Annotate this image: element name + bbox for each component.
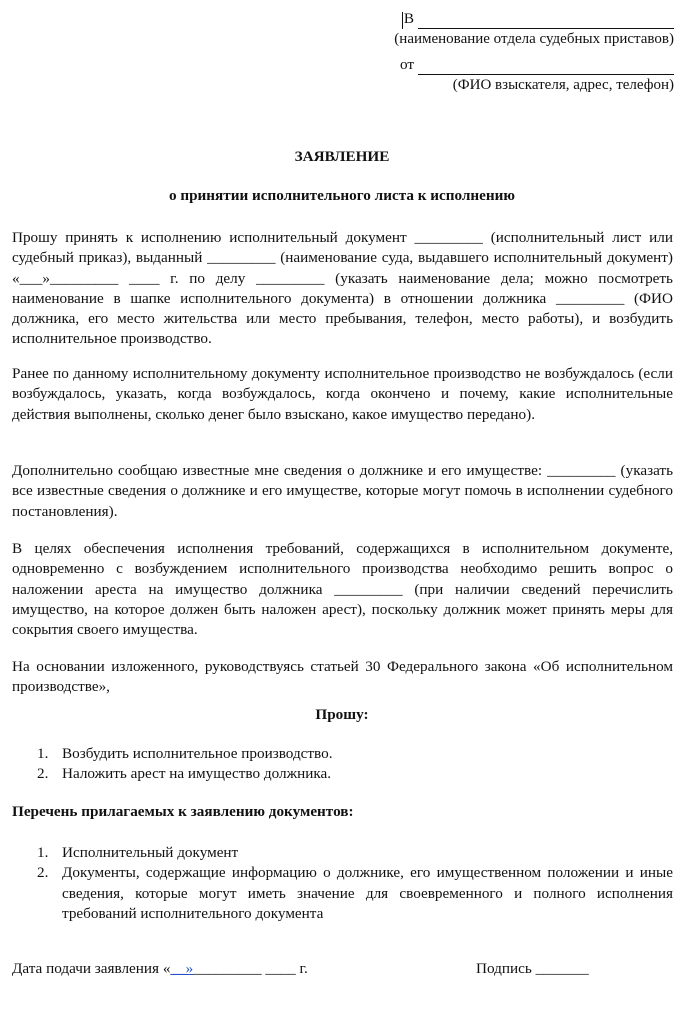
to-prefix: В (403, 10, 414, 27)
text-cursor (402, 12, 403, 29)
to-line (374, 8, 674, 29)
from-blank[interactable] (418, 57, 674, 75)
paragraph-arrest: В целях обеспечения исполнения требований, содержащихся в исполнительном документе, одновременно с возбуждением исполнительного производства необходимо решить вопрос о наложении ареста на имущество должника _________ (при наличии сведений перечислить имущество, на которое должен быть наложен арест), поскольку должник может принять меры для сокрытия своего имущества. (12, 540, 673, 639)
date-label: Дата подачи заявления « (12, 960, 171, 977)
paragraph-legal-basis: На основании изложенного, руководствуясь статьей 30 Федерального закона «Об исполнительном производстве», (12, 658, 673, 696)
list-item-text: Исполнительный документ (62, 844, 239, 861)
to-note: (наименование отдела судебных приставов) (394, 31, 674, 47)
attachments-list (12, 843, 673, 924)
signature-line: Подпись _______ (476, 960, 589, 977)
date-day-field[interactable]: __» (170, 960, 194, 977)
from-line (374, 54, 674, 75)
list-item (12, 843, 673, 863)
list-item-text: Наложить арест на имущество должника. (62, 765, 332, 783)
addressee-block (374, 8, 674, 96)
request-heading: Прошу: (315, 706, 369, 723)
from-note: (ФИО взыскателя, адрес, телефон) (452, 77, 674, 93)
list-item-text: Документы, содержащие информацию о должнике, его имущественном положении и иные сведения, которые могут иметь значение для своевременного и полного исполнения требований исполнительного документа (62, 864, 673, 922)
submission-date (12, 960, 308, 978)
list-item (12, 863, 673, 924)
request-list (12, 744, 673, 785)
from-prefix: от (399, 56, 414, 73)
list-item-number: 1. (37, 745, 49, 762)
to-blank[interactable] (418, 11, 674, 29)
list-item (12, 764, 673, 784)
list-item-number: 2. (37, 765, 49, 783)
list-item-number: 1. (37, 844, 49, 861)
paragraph-debtor-info: Дополнительно сообщаю известные мне сведения о должнике и его имуществе: _________ (указать все известные сведения о должнике и его имуществе, которые могут помочь в исполнении судебного постановления). (12, 462, 673, 520)
list-item-number: 2. (37, 864, 49, 882)
list-item-text: Возбудить исполнительное производство. (62, 745, 333, 762)
document-title: ЗАЯВЛЕНИЕ (294, 148, 390, 165)
document-subtitle: о принятии исполнительного листа к исполнению (168, 187, 516, 204)
paragraph-previous-proceedings: Ранее по данному исполнительному документу исполнительное производство не возбуждалось (если возбуждалось, указать, когда возбуждалось, когда окончено и почему, какие исполнительные действия выполнены, сколько денег было взыскано, какое имущество передано). (12, 365, 673, 423)
paragraph-request: Прошу принять к исполнению исполнительный документ _________ (исполнительный лист или судебный приказ), выданный _________ (наименование суда, выдавшего исполнительный документ) «___»_________ ____ г. по делу _________ (указать наименование дела; можно посмотреть наименование в шапке исполнительного документа) в отношении должника _________ (ФИО должника, его место жительства или место пребывания, телефон, место работы), и возбудить исполнительное производство. (12, 229, 673, 348)
date-rest: _________ ____ г. (193, 960, 308, 977)
attachments-heading: Перечень прилагаемых к заявлению документов: (12, 803, 354, 820)
list-item (12, 744, 673, 764)
